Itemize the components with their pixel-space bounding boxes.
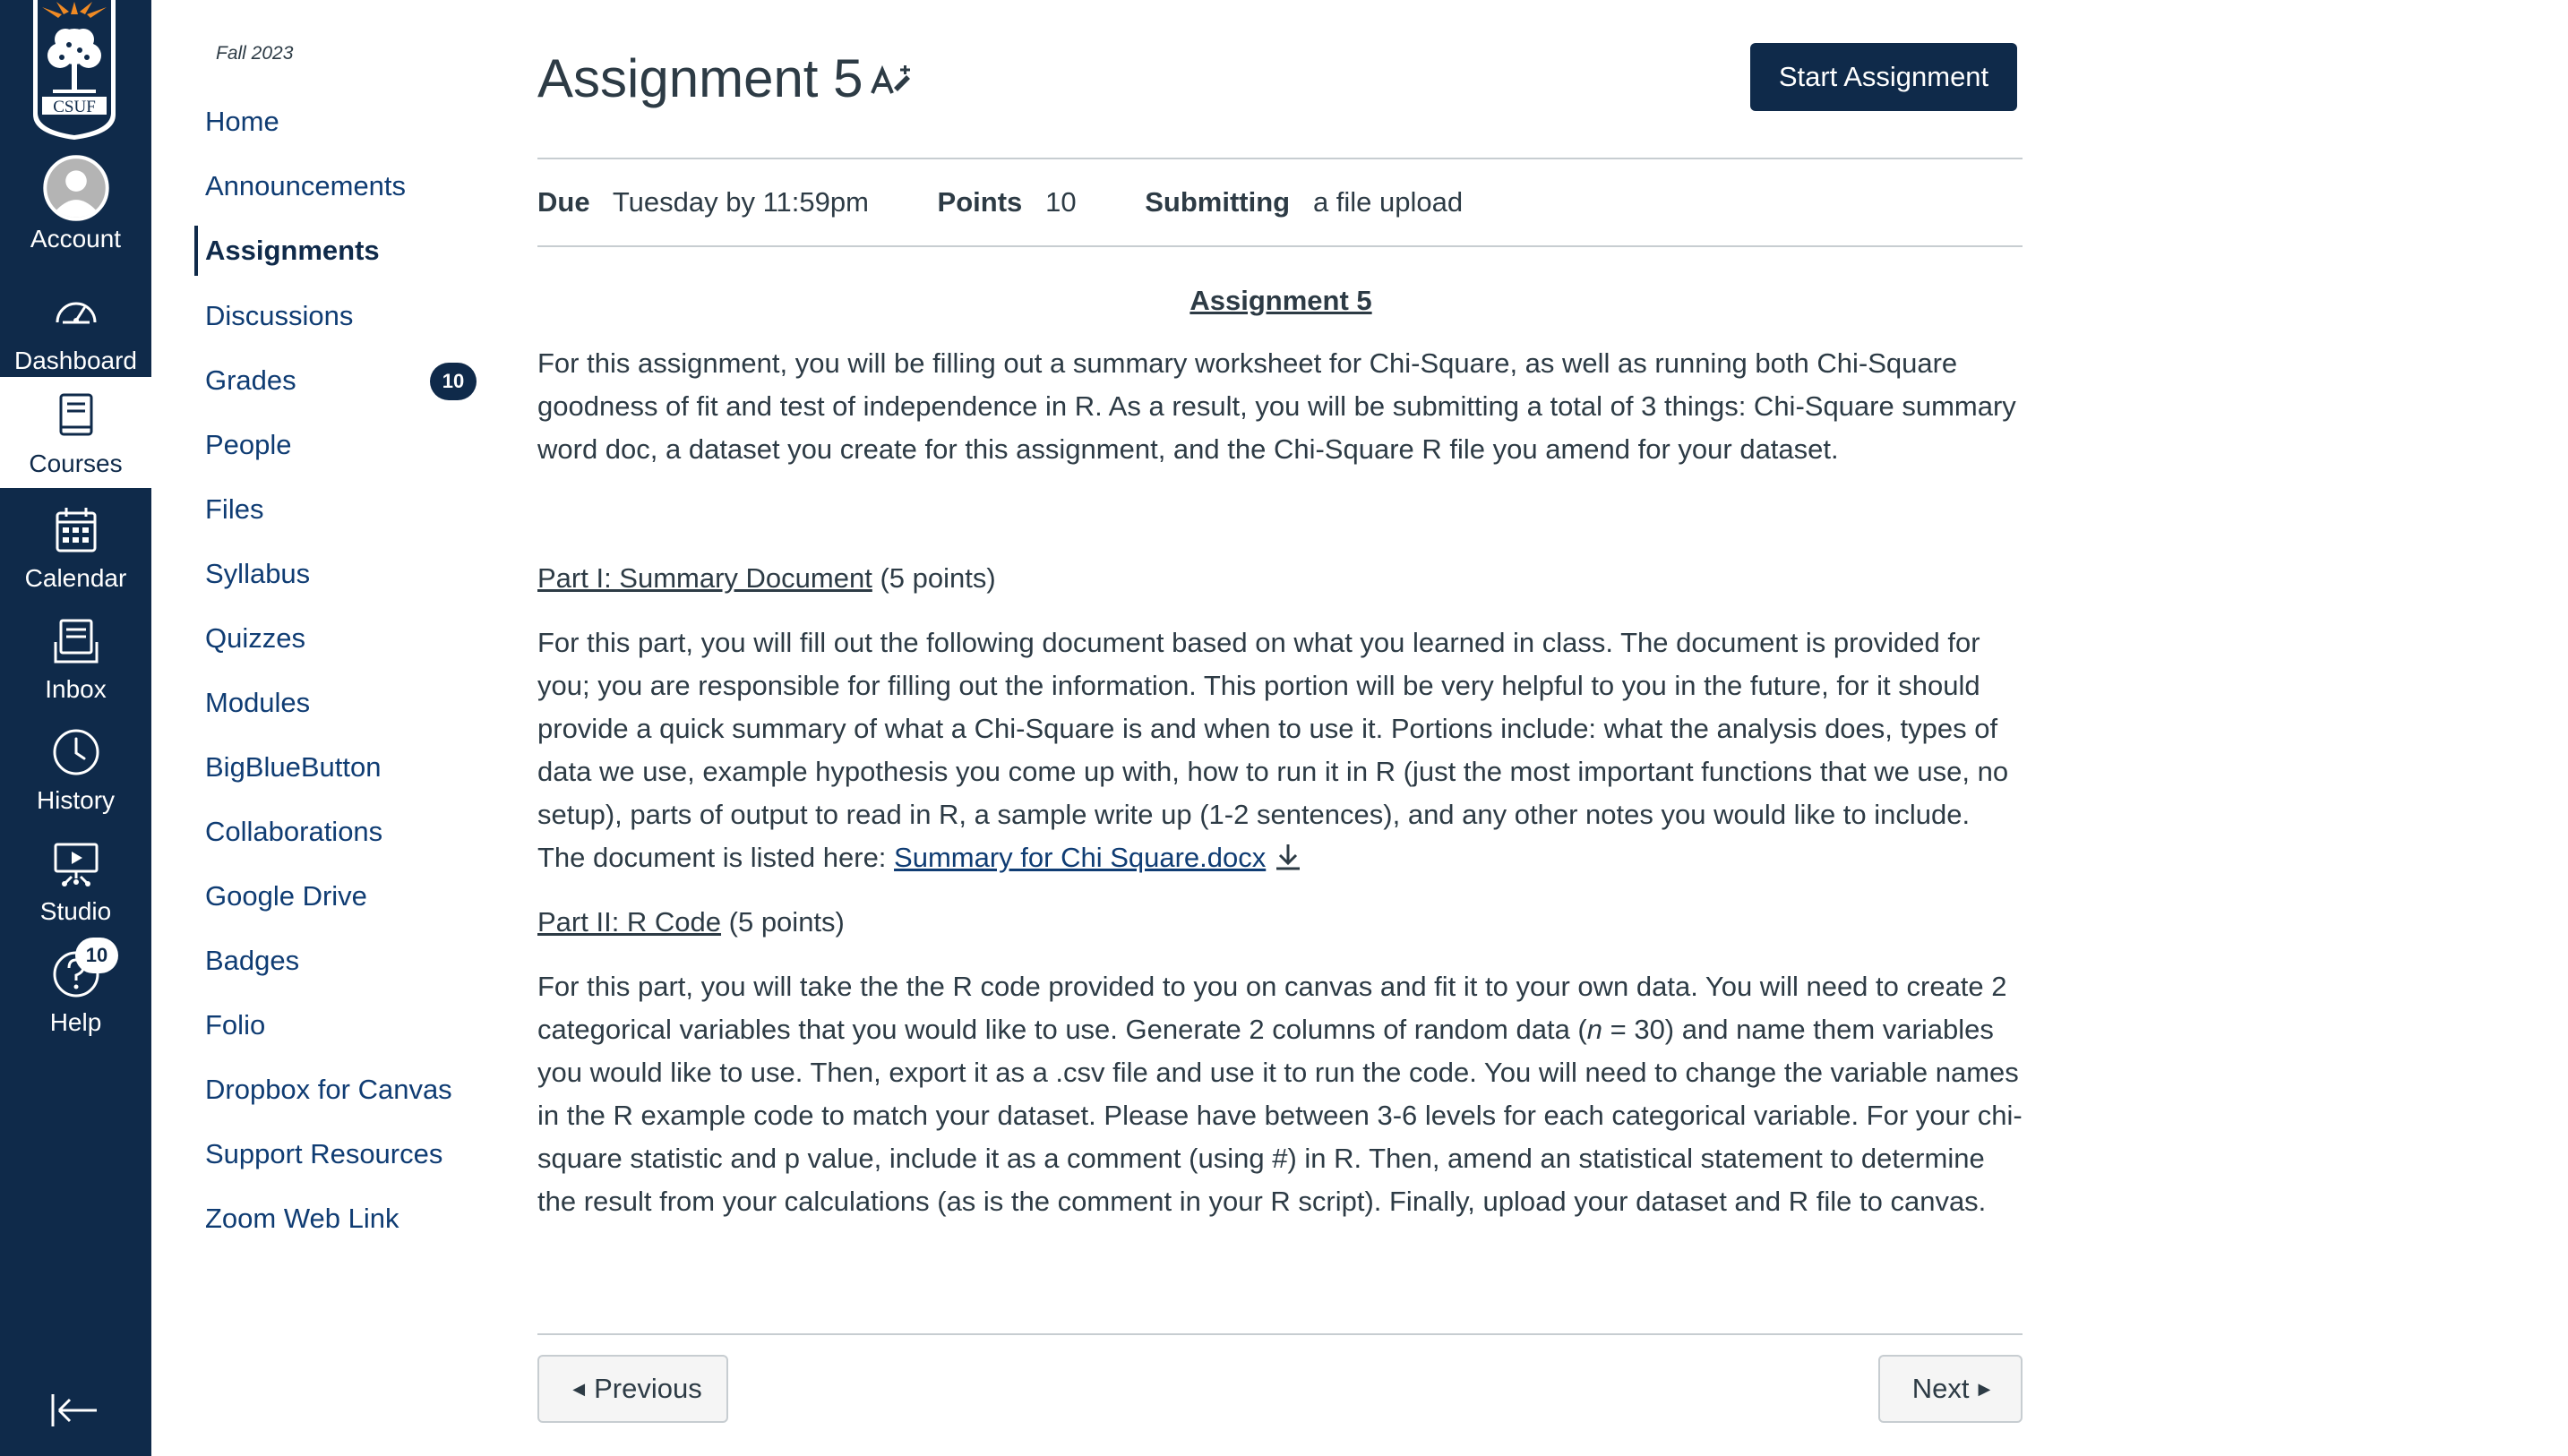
part2-body-a: For this part, you will take the the R code provided to you on canvas and fit it to your own data. You will need to create 2 categorical variables that you would like to use. Generate 2 columns of random data (	[537, 971, 2007, 1045]
description-heading: Assignment 5	[1190, 285, 1372, 316]
global-nav-label: History	[36, 786, 116, 814]
course-nav-grades[interactable]: Grades	[205, 364, 296, 396]
global-nav-courses[interactable]	[0, 377, 151, 488]
help-badge: 10	[75, 938, 118, 973]
global-nav	[0, 0, 151, 1456]
account-avatar-icon	[42, 154, 110, 222]
course-nav-bigbluebutton[interactable]: BigBlueButton	[205, 751, 382, 783]
part1-paragraph	[537, 621, 2024, 879]
global-nav-studio[interactable]	[0, 826, 151, 938]
collapse-nav-button[interactable]	[50, 1392, 100, 1428]
previous-arrow-icon: ◀	[572, 1379, 586, 1398]
global-nav-label: Help	[49, 1008, 102, 1036]
course-nav-folio[interactable]: Folio	[205, 1009, 266, 1041]
assignment-description	[537, 279, 2024, 1245]
part1-points: (5 points)	[872, 562, 996, 594]
divider	[537, 245, 2023, 247]
grades-badge: 10	[430, 363, 477, 400]
global-nav-label: Dashboard	[14, 347, 137, 374]
part2-n: n	[1586, 1014, 1602, 1045]
course-nav-zoom-web-link[interactable]: Zoom Web Link	[205, 1203, 399, 1234]
submitting-label: Submitting	[1145, 186, 1291, 218]
course-nav-support-resources[interactable]: Support Resources	[205, 1138, 443, 1169]
course-nav-collaborations[interactable]: Collaborations	[205, 816, 383, 847]
divider	[537, 158, 2023, 159]
calendar-icon	[50, 504, 102, 556]
global-nav-inbox[interactable]	[0, 604, 151, 715]
intro-paragraph: For this assignment, you will be filling out a summary worksheet for Chi-Square, as well as running both Chi-Square goodness of fit and test of independence in R. As a result, you will be submitting a total of 3 things: Chi-Square summary word doc, a dataset you create for this assignment, and the Chi-Square R file you amend for your dataset.	[537, 347, 2016, 465]
download-icon[interactable]	[1273, 842, 1303, 872]
due-value: Tuesday by 11:59pm	[612, 186, 869, 218]
page-title: Assignment 5	[537, 48, 863, 108]
next-label: Next	[1911, 1373, 1970, 1404]
global-nav-history[interactable]	[0, 715, 151, 826]
points-value: 10	[1045, 186, 1077, 218]
part1-body: For this part, you will fill out the following document based on what you learned in class. The document is provided for you; you are responsible for filling out the information. This portion will be very helpful to you in the future, for it should provide a quick summary of what a Chi-Square is and when to use it. Portions include: what the analysis does, types of data we use, example hypothesis you come up with, how to run it in R (just the most important functions that we use, no setup), parts of output to read in R, a sample write up (1-2 sentences), and any other notes you would like to include. The document is listed here:	[537, 627, 2009, 873]
part2-points: (5 points)	[721, 906, 845, 938]
part2-heading	[537, 901, 2024, 944]
course-nav-people[interactable]: People	[205, 429, 292, 460]
global-nav-label: Courses	[29, 450, 123, 477]
course-nav	[151, 0, 492, 1456]
part1-title: Part I: Summary Document	[537, 562, 872, 594]
global-nav-label: Calendar	[24, 564, 127, 592]
courses-icon	[50, 390, 102, 441]
submitting-value: a file upload	[1312, 186, 1464, 218]
next-arrow-icon: ▶	[1978, 1379, 1991, 1398]
course-nav-files[interactable]: Files	[205, 493, 264, 525]
logo-text: CSUF	[53, 98, 96, 116]
previous-button[interactable]	[537, 1355, 728, 1423]
summary-doc-link[interactable]: Summary for Chi Square.docx	[894, 842, 1267, 873]
part2-title: Part II: R Code	[537, 906, 722, 938]
global-nav-label: Account	[30, 225, 122, 253]
assignment-details	[537, 179, 1463, 226]
global-nav-calendar[interactable]	[0, 493, 151, 604]
start-assignment-button[interactable]: Start Assignment	[1750, 43, 2017, 111]
immersive-reader-icon[interactable]	[871, 63, 912, 98]
course-nav-dropbox[interactable]: Dropbox for Canvas	[205, 1074, 452, 1105]
points-label: Points	[937, 186, 1023, 218]
collapse-nav-icon	[50, 1392, 100, 1428]
previous-label: Previous	[594, 1373, 702, 1404]
part2-paragraph	[537, 965, 2024, 1223]
assignment-main	[537, 0, 2024, 1456]
global-nav-account[interactable]	[0, 145, 151, 256]
course-nav-syllabus[interactable]: Syllabus	[205, 558, 311, 589]
course-nav-quizzes[interactable]: Quizzes	[205, 622, 305, 654]
global-nav-help[interactable]	[0, 938, 151, 1049]
csuf-logo[interactable]	[30, 0, 119, 140]
course-nav-announcements[interactable]: Announcements	[205, 170, 407, 201]
global-nav-label: Inbox	[45, 675, 107, 703]
studio-icon	[50, 837, 102, 889]
inbox-icon	[50, 615, 102, 667]
divider	[537, 1333, 2023, 1335]
course-nav-badges[interactable]: Badges	[205, 945, 300, 976]
course-nav-modules[interactable]: Modules	[205, 687, 311, 718]
term-label: Fall 2023	[216, 43, 294, 64]
global-nav-label: Studio	[39, 897, 112, 925]
course-nav-google-drive[interactable]: Google Drive	[205, 880, 367, 912]
history-clock-icon	[50, 726, 102, 778]
dashboard-icon	[50, 287, 102, 338]
next-button[interactable]	[1878, 1355, 2023, 1423]
course-nav-home[interactable]: Home	[205, 106, 279, 137]
course-nav-discussions[interactable]: Discussions	[205, 300, 354, 331]
global-nav-dashboard[interactable]	[0, 276, 151, 387]
part1-heading	[537, 557, 2024, 600]
due-label: Due	[537, 186, 590, 218]
part2-body-b: = 30) and name them variables you would like to use. Then, export it as a .csv file and use it to run the code. You will need to change the variable names in the R example code to match your dataset. Please have between 3-6 levels for each categorical variable. For your chi-square statistic and p value, include it as a comment (using #) in R. Then, amend an statistical statement to determine the result from your calculations (as is the comment in your R script). Finally, upload your dataset and R file to canvas.	[537, 1014, 2023, 1217]
course-nav-assignments[interactable]: Assignments	[194, 226, 380, 276]
